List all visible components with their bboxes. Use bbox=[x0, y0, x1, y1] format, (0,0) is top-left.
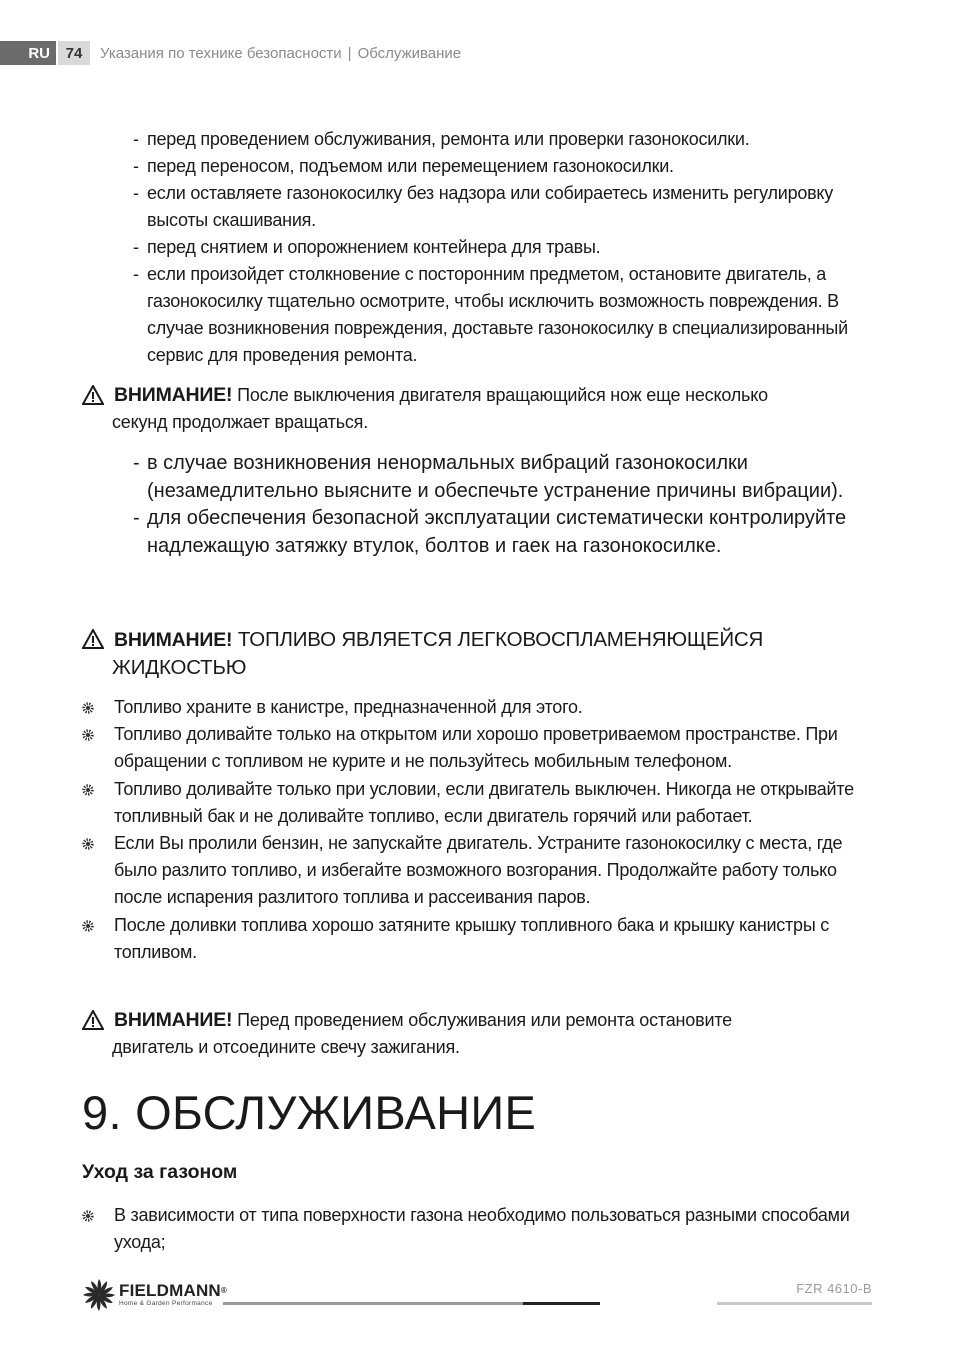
list-item: - для обеспечения безопасной эксплуатации систематически контролируйте надлежащую затяжку втулок, болтов и гаек на газонокосилке. bbox=[133, 505, 873, 560]
list-item: Топливо храните в канистре, предназначенной для этого. bbox=[82, 694, 872, 721]
header-separator: | bbox=[347, 44, 352, 62]
gear-bullet-icon bbox=[82, 784, 94, 796]
dash-list-stop-conditions bbox=[133, 126, 873, 369]
warning-text-continued: ЖИДКОСТЬЮ bbox=[112, 656, 247, 679]
page-header bbox=[0, 41, 461, 65]
page-number: 74 bbox=[58, 41, 90, 65]
warning-before-maintenance bbox=[82, 1007, 872, 1061]
list-item: Топливо доливайте только на открытом или хорошо проветриваемом пространстве. При обращении с топливом не курите и не пользуйтесь мобильным телефоном. bbox=[82, 721, 872, 775]
warning-text: После выключения двигателя вращающийся нож еще несколько bbox=[237, 385, 768, 405]
list-item: - перед снятием и опорожнением контейнера для травы. bbox=[133, 234, 873, 261]
warning-text: ТОПЛИВО ЯВЛЯЕТСЯ ЛЕГКОВОСПЛАМЕНЯЮЩЕЙСЯ bbox=[237, 628, 764, 651]
list-item: Топливо доливайте только при условии, если двигатель выключен. Никогда не открывайте топливный бак и не доливайте топливо, если двигатель горячий или работает. bbox=[82, 776, 872, 830]
warning-fuel-flammable bbox=[82, 626, 872, 681]
warning-triangle-icon bbox=[82, 629, 104, 649]
footer-rule-segment bbox=[223, 1302, 523, 1305]
list-item: После доливки топлива хорошо затяните крышку топливного бака и крышку канистры с топливом. bbox=[82, 912, 872, 966]
warning-text: Перед проведением обслуживания или ремонта остановите bbox=[237, 1010, 732, 1030]
warning-text-continued: секунд продолжает вращаться. bbox=[112, 412, 369, 432]
list-item: - перед проведением обслуживания, ремонта или проверки газонокосилки. bbox=[133, 126, 873, 153]
fieldmann-logo bbox=[82, 1278, 227, 1312]
gear-bullet-icon bbox=[82, 1210, 94, 1222]
gear-bullet-icon bbox=[82, 920, 94, 932]
warning-label: ВНИМАНИЕ! bbox=[114, 1009, 233, 1031]
gear-bullet-icon bbox=[82, 702, 94, 714]
footer-rule-segment bbox=[717, 1302, 872, 1305]
warning-triangle-icon bbox=[82, 385, 104, 405]
list-item: - перед переносом, подъемом или перемещением газонокосилки. bbox=[133, 153, 873, 180]
warning-text-continued: двигатель и отсоедините свечу зажигания. bbox=[112, 1037, 460, 1057]
list-item: - если произойдет столкновение с посторонним предметом, остановите двигатель, а газонокосилку тщательно осмотрите, чтобы исключить возможность повреждения. В случае возникновения повреждения, доставьте газонокосилку в специализированный сервис для проведения ремонта. bbox=[133, 261, 873, 369]
bullet-list-fuel bbox=[82, 694, 872, 966]
list-item: В зависимости от типа поверхности газона необходимо пользоваться разными способами ухода; bbox=[82, 1202, 872, 1256]
gear-bullet-icon bbox=[82, 729, 94, 741]
model-number: FZR 4610-B bbox=[796, 1281, 872, 1296]
warning-label: ВНИМАНИЕ! bbox=[114, 629, 233, 651]
warning-triangle-icon bbox=[82, 1010, 104, 1030]
section-title: 9. ОБСЛУЖИВАНИЕ bbox=[82, 1086, 537, 1139]
list-item: - если оставляете газонокосилку без надзора или собираетесь изменить регулировку высоты скашивания. bbox=[133, 180, 873, 234]
subsection-title: Уход за газоном bbox=[82, 1161, 238, 1183]
bullet-list-lawn-care bbox=[82, 1202, 872, 1256]
header-title: Указания по технике безопасности bbox=[100, 44, 342, 62]
pinwheel-logo-icon bbox=[82, 1278, 116, 1312]
warning-label: ВНИМАНИЕ! bbox=[114, 384, 233, 406]
footer-rule-segment bbox=[600, 1302, 717, 1305]
language-tag: RU bbox=[0, 41, 56, 65]
header-section: Обслуживание bbox=[357, 44, 462, 62]
brand-name: FIELDMANN® bbox=[119, 1281, 228, 1300]
footer-rule-segment bbox=[523, 1302, 600, 1305]
warning-blade-rotation bbox=[82, 382, 872, 436]
list-item: Если Вы пролили бензин, не запускайте двигатель. Устраните газонокосилку с места, где было разлито топливо, и избегайте возможного возгорания. Продолжайте работу только после испарения разлитого топлива и рассеивания паров. bbox=[82, 830, 872, 912]
brand-tagline: Home & Garden Performance bbox=[119, 1300, 213, 1307]
dash-list-vibration bbox=[133, 450, 873, 560]
gear-bullet-icon bbox=[82, 838, 94, 850]
list-item: - в случае возникновения ненормальных вибраций газонокосилки (незамедлительно выясните и обеспечьте устранение причины вибрации). bbox=[133, 450, 873, 505]
page-footer bbox=[82, 1278, 872, 1318]
